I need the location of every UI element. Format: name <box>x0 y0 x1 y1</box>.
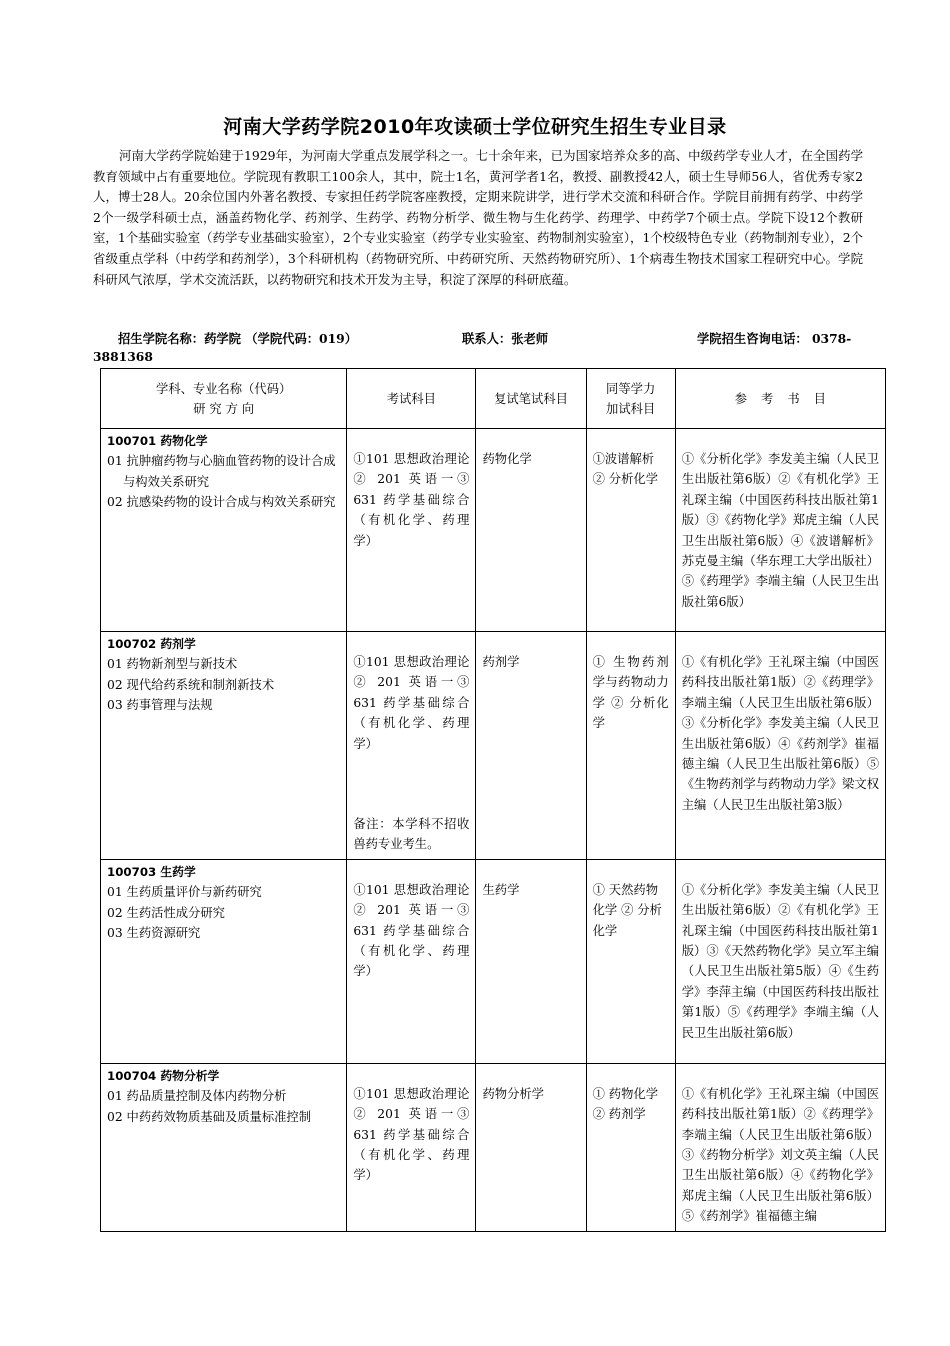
direction-item: 01 药品质量控制及体内药物分析 <box>107 1089 287 1104</box>
exam-note: 备注：本学科不招收兽药专业考生。 <box>353 817 470 852</box>
retest-cell <box>476 859 586 1063</box>
subject-cell <box>101 632 347 860</box>
table-row <box>101 429 886 632</box>
direction-item: 01 生药质量评价与新药研究 <box>107 885 262 900</box>
reference-books: ①《分析化学》李发美主编（人民卫生出版社第6版）②《有机化学》王礼琛主编（中国医药科技出版社第1版）③《药物化学》郑虎主编（人民卫生出版社第6版）④《波谱解析》苏克曼主编（华东理工大学出版社）⑤《药理学》李端主编（人民卫生出版社第6版） <box>681 452 879 609</box>
header-exam: 考试科目 <box>347 369 476 429</box>
subject-code: 100702 药剂学 <box>107 637 196 651</box>
direction-item: 03 生药资源研究 <box>107 926 201 941</box>
phone-label: 学院招生咨询电话： 0378- <box>697 331 852 346</box>
header-subject-line2: 研 究 方 向 <box>193 401 255 416</box>
retest-subject: 药物分析学 <box>482 1086 544 1101</box>
table-row <box>101 1063 886 1231</box>
retest-subject: 药物化学 <box>482 452 532 466</box>
table-header-row <box>101 369 886 429</box>
table-row <box>101 632 886 860</box>
equiv-subjects: ① 生物药剂学与药物动力学 ② 分析化学 <box>592 655 669 731</box>
equiv-cell <box>586 1063 675 1231</box>
equiv-cell <box>586 632 675 860</box>
books-cell <box>675 1063 885 1231</box>
equiv-cell <box>586 429 675 632</box>
exam-subjects: ①101 思想政治理论 ② 201 英语一③ 631 药学基础综合（有机化学、药理学） <box>353 1086 470 1183</box>
retest-cell <box>476 632 586 860</box>
exam-subjects: ①101 思想政治理论 ② 201 英语一③ 631 药学基础综合（有机化学、药理学） <box>353 452 470 548</box>
header-retest: 复试笔试科目 <box>476 369 586 429</box>
equiv-subjects: ① 药物化学 ② 药剂学 <box>592 1086 658 1122</box>
subject-code: 100704 药物分析学 <box>107 1068 220 1083</box>
exam-cell <box>347 1063 476 1231</box>
table-row <box>101 859 886 1063</box>
equiv-subjects: ①波谱解析 ② 分析化学 <box>592 452 658 487</box>
books-cell <box>675 429 885 632</box>
subject-code: 100701 药物化学 <box>107 434 208 448</box>
reference-books: ①《分析化学》李发美主编（人民卫生出版社第6版）②《有机化学》王礼琛主编（中国医药科技出版社第1版）③《天然药物化学》吴立军主编（人民卫生出版社第5版）④《生药学》李萍主编（中国医药科技出版社第1版）⑤《药理学》李端主编（人民卫生出版社第6版） <box>681 882 879 1040</box>
exam-cell <box>347 429 476 632</box>
retest-subject: 生药学 <box>482 882 520 897</box>
phone-number-continuation: 3881368 <box>93 349 153 364</box>
direction-item: 02 现代给药系统和制剂新技术 <box>107 677 275 692</box>
direction-item: 03 药事管理与法规 <box>107 698 213 713</box>
subject-cell <box>101 1063 347 1231</box>
retest-cell <box>476 429 586 632</box>
reference-books: ①《有机化学》王礼琛主编（中国医药科技出版社第1版）②《药理学》李端主编（人民卫生出版社第6版）③《药物分析学》刘文英主编（人民卫生出版社第6版）④《药物化学》郑虎主编（人民卫生出版社第6版）⑤《药剂学》崔福德主编 <box>681 1086 879 1224</box>
equiv-cell <box>586 859 675 1063</box>
header-books-char: 书 <box>787 391 800 406</box>
retest-cell <box>476 1063 586 1231</box>
catalog-table <box>100 368 886 1232</box>
direction-item-cont: 与构效关系研究 <box>123 474 210 489</box>
header-equiv-line2: 加试科目 <box>606 401 656 416</box>
header-books-char: 参 <box>734 391 748 406</box>
header-books-char: 目 <box>813 391 826 406</box>
subject-code: 100703 生药学 <box>107 864 196 879</box>
direction-item: 02 中药药效物质基础及质量标准控制 <box>107 1109 312 1124</box>
books-cell <box>675 632 885 860</box>
subject-cell <box>101 859 347 1063</box>
books-cell <box>675 859 885 1063</box>
subject-cell <box>101 429 347 632</box>
direction-item: 01 抗肿瘤药物与心脑血管药物的设计合成 <box>107 454 336 469</box>
contact-info: 联系人：张老师 <box>462 331 549 346</box>
equiv-subjects: ① 天然药物化学 ② 分析化学 <box>592 882 662 938</box>
direction-item: 01 药物新剂型与新技术 <box>107 657 238 672</box>
header-subject <box>101 369 347 429</box>
header-books-char: 考 <box>761 391 774 406</box>
college-info: 招生学院名称：药学院 （学院代码：019） <box>118 331 357 346</box>
reference-books: ①《有机化学》王礼琛主编（中国医药科技出版社第1版）②《药理学》李端主编（人民卫生出版社第6版）③《分析化学》李发美主编（人民卫生出版社第6版）④《药剂学》崔福德主编（人民卫生出版社第6版）⑤《生物药剂学与药物动力学》梁文权主编（人民卫生出版社第3版） <box>681 655 879 812</box>
header-equiv <box>586 369 675 429</box>
document-title: 河南大学药学院2010年攻读硕士学位研究生招生专业目录 <box>223 116 727 138</box>
header-books <box>675 369 885 429</box>
header-subject-line1: 学科、专业名称（代码） <box>156 381 292 396</box>
direction-item: 02 生药活性成分研究 <box>107 905 225 920</box>
exam-cell <box>347 632 476 860</box>
direction-item: 02 抗感染药物的设计合成与构效关系研究 <box>107 495 336 510</box>
intro-paragraph: 河南大学药学院始建于1929年，为河南大学重点发展学科之一。七十余年来，已为国家培养众多的高、中级药学专业人才，在全国药学教育领域中占有重要地位。学院现有教职工100余人，其中，院士1名，黄河学者1名，教授、副教授42人，硕士生导师56人，省优秀专家2人，博士28人。20余位国内外著名教授、专家担任药学院客座教授，定期来院讲学，进行学术交流和科研合作。学院目前拥有药学、中药学2个一级学科硕士点，涵盖药物化学、药剂学、生药学、药物分析学、微生物与生化药学、药理学、中药学7个硕士点。学院下设12个教研室，1个基础实验室（药学专业基础实验室），2个专业实验室（药学专业实验室、药物制剂实验室），1个校级特色专业（药物制剂专业），2个省级重点学科（中药学和药剂学），3个科研机构（药物研究所、中药研究所、天然药物研究所）、1个病毒生物技术国家工程研究中心。学院科研风气浓厚，学术交流活跃，以药物研究和技术开发为主导，积淀了深厚的科研底蕴。 <box>93 148 863 287</box>
exam-subjects: ①101 思想政治理论 ② 201 英语一③ 631 药学基础综合（有机化学、药理学） <box>353 655 470 751</box>
exam-subjects: ①101 思想政治理论 ② 201 英语一③ 631 药学基础综合（有机化学、药理学） <box>353 882 470 979</box>
header-equiv-line1: 同等学力 <box>606 381 656 396</box>
exam-cell <box>347 859 476 1063</box>
retest-subject: 药剂学 <box>482 655 520 669</box>
